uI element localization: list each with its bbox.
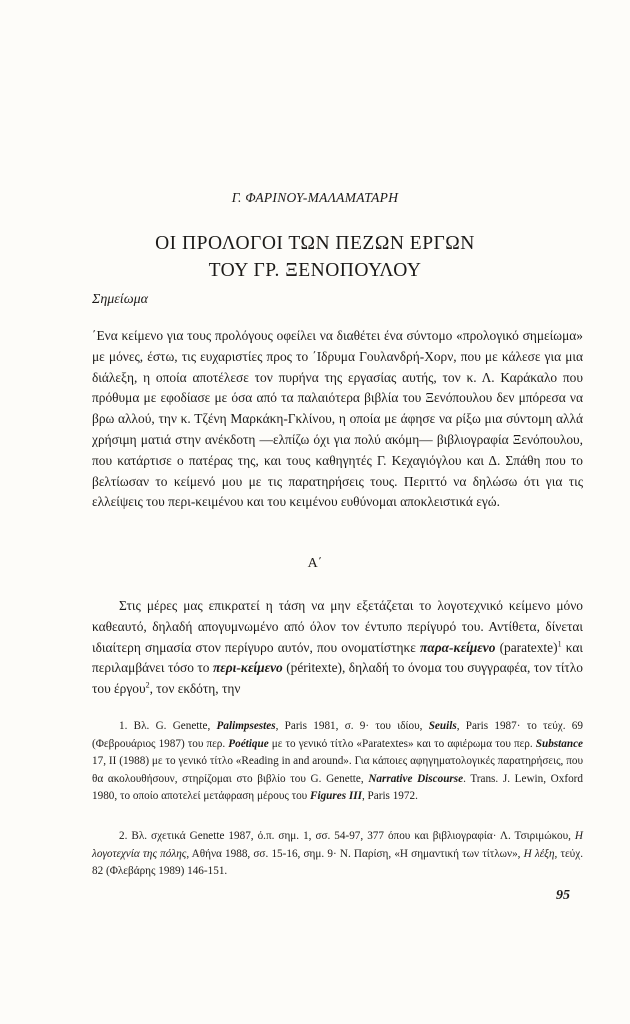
footnote-book-title: Η λογοτεχνία της πόλης: [92, 830, 583, 860]
footnote-text: 1. Βλ. G. Genette,: [119, 720, 217, 732]
footnote-text: 2. Βλ. σχετικά Genette 1987, ό.π. σημ. 1, σσ. 54-97, 377 όπου και βιβλιογραφία· Λ. Τσιριμώκου,: [119, 830, 575, 842]
footnote-2: [92, 828, 583, 881]
body-text: (péritexte), δηλαδή το όνομα του συγγραφέα, τον τίτλο του έργου: [92, 660, 583, 697]
author-name: Γ. ΦΑΡΙΝΟΥ-ΜΑΛΑΜΑΤΑΡΗ: [231, 190, 399, 205]
footnote-1: [92, 718, 583, 806]
note-paragraph: ΄Ενα κείμενο για τους προλόγους οφείλει να διαθέτει ένα σύντομο «προλογικό σημείωμα» με μόνες, έστω, τις ευχαριστίες προς το ΄Ιδρυμα Γουλανδρή-Χορν, που με κάλεσε για μια διάλεξη, η οποία αποτέλεσε τον πυρήνα της εργασίας αυτής, τον κ. Λ. Καράκαλο που πρόθυμα με εφοδίασε με όσα από τα παλαιότερα βιβλία του Ξενόπουλου δεν μπόρεσα να βρω αλλού, την κ. Τζένη Μαρκάκη-Γκλίνου, η οποία με άφησε να ρίξω μια σύντομη αλλά χρήσιμη ματιά στην ανέκδοτη —ελπίζω όχι για πολύ ακόμη— βιβλιογραφία Ξενόπουλου, που κατάρτισε ο πατέρας της, και τους καθηγητές Γ. Κεχαγιόγλου και Δ. Σπάθη που το βελτίωσαν το κείμενό μου με τις παρατηρήσεις τους. Περιττό να δηλώσω ότι για τις ελλείψεις του περι-κειμένου και του κειμένου ευθύνομαι αποκλειστικά εγώ.: [92, 328, 583, 510]
body-paragraph: [92, 596, 583, 700]
body-text: , τον εκδότη, την: [149, 681, 241, 697]
note-heading: Σημείωμα: [92, 292, 148, 307]
body-text: Στις μέρες μας επικρατεί η τάση να μην εξετάζεται το λογοτεχνικό κείμενο μόνο καθεαυτό, δηλαδή απογυμνωμένο από όλον τον έντυπο περίγυρό του. Αντίθετα, δίνεται ιδιαίτερη σημασία στον περίγυρο αυτόν, που ονοματίστηκε: [92, 598, 583, 655]
footnote-book-title: Palimpsestes: [216, 720, 276, 732]
footnote-text: , τεύχ. 82 (Φλεβάρης 1989) 146-151.: [92, 847, 583, 877]
section-letter: Α΄: [307, 556, 323, 571]
footnote-text: 17, ΙΙ (1988) με το γενικό τίτλο «Reading in and around». Για κάποιες αφηγηματολογικές παρατηρήσεις, που θα ακολουθήσουν, στηρίζομαι στο βιβλίο του G. Genette,: [92, 755, 583, 785]
footnote-journal-title: Substance: [535, 737, 583, 750]
body-text: (paratexte): [495, 639, 558, 655]
title-line-2: ΤΟΥ ΓΡ. ΞΕΝΟΠΟΥΛΟΥ: [208, 260, 422, 281]
footnote-journal-title: Η λέξη: [523, 847, 555, 860]
term-paratext: παρα-κείμενο: [420, 639, 496, 655]
article-title: [40, 230, 590, 284]
footnote-text: , Paris 1981, σ. 9· του ιδίου,: [275, 720, 429, 732]
footnote-text: , Paris 1972.: [361, 790, 418, 802]
footnote-journal-title: Poétique: [228, 737, 269, 750]
footnote-book-title: Figures III: [310, 790, 362, 802]
term-peritext: περι-κείμενο: [212, 660, 283, 676]
footnote-book-title: Seuils: [428, 720, 457, 732]
page-number: 95: [556, 888, 570, 903]
footnote-text: , Αθήνα 1988, σσ. 15-16, σημ. 9· Ν. Παρίση, «Η σημαντική των τίτλων»,: [186, 847, 524, 860]
title-line-1: ΟΙ ΠΡΟΛΟΓΟΙ ΤΩΝ ΠΕΖΩΝ ΕΡΓΩΝ: [155, 233, 475, 254]
footnote-text: με το γενικό τίτλο «Paratextes» και το αφιέρωμα του περ.: [268, 737, 536, 750]
footnote-book-title: Narrative Discourse: [368, 772, 464, 785]
footnote-text: . Trans. J. Lewin, Oxford 1980, το οποίο αποτελεί μετάφραση μέρους του: [92, 772, 583, 802]
body-text: και περιλαμβάνει τόσο το: [92, 639, 583, 676]
footnote-ref-2: 2: [145, 680, 150, 690]
footnote-ref-1: 1: [557, 639, 562, 649]
footnote-text: , Paris 1987· το τεύχ. 69 (Φεβρουάριος 1987) του περ.: [92, 720, 583, 750]
